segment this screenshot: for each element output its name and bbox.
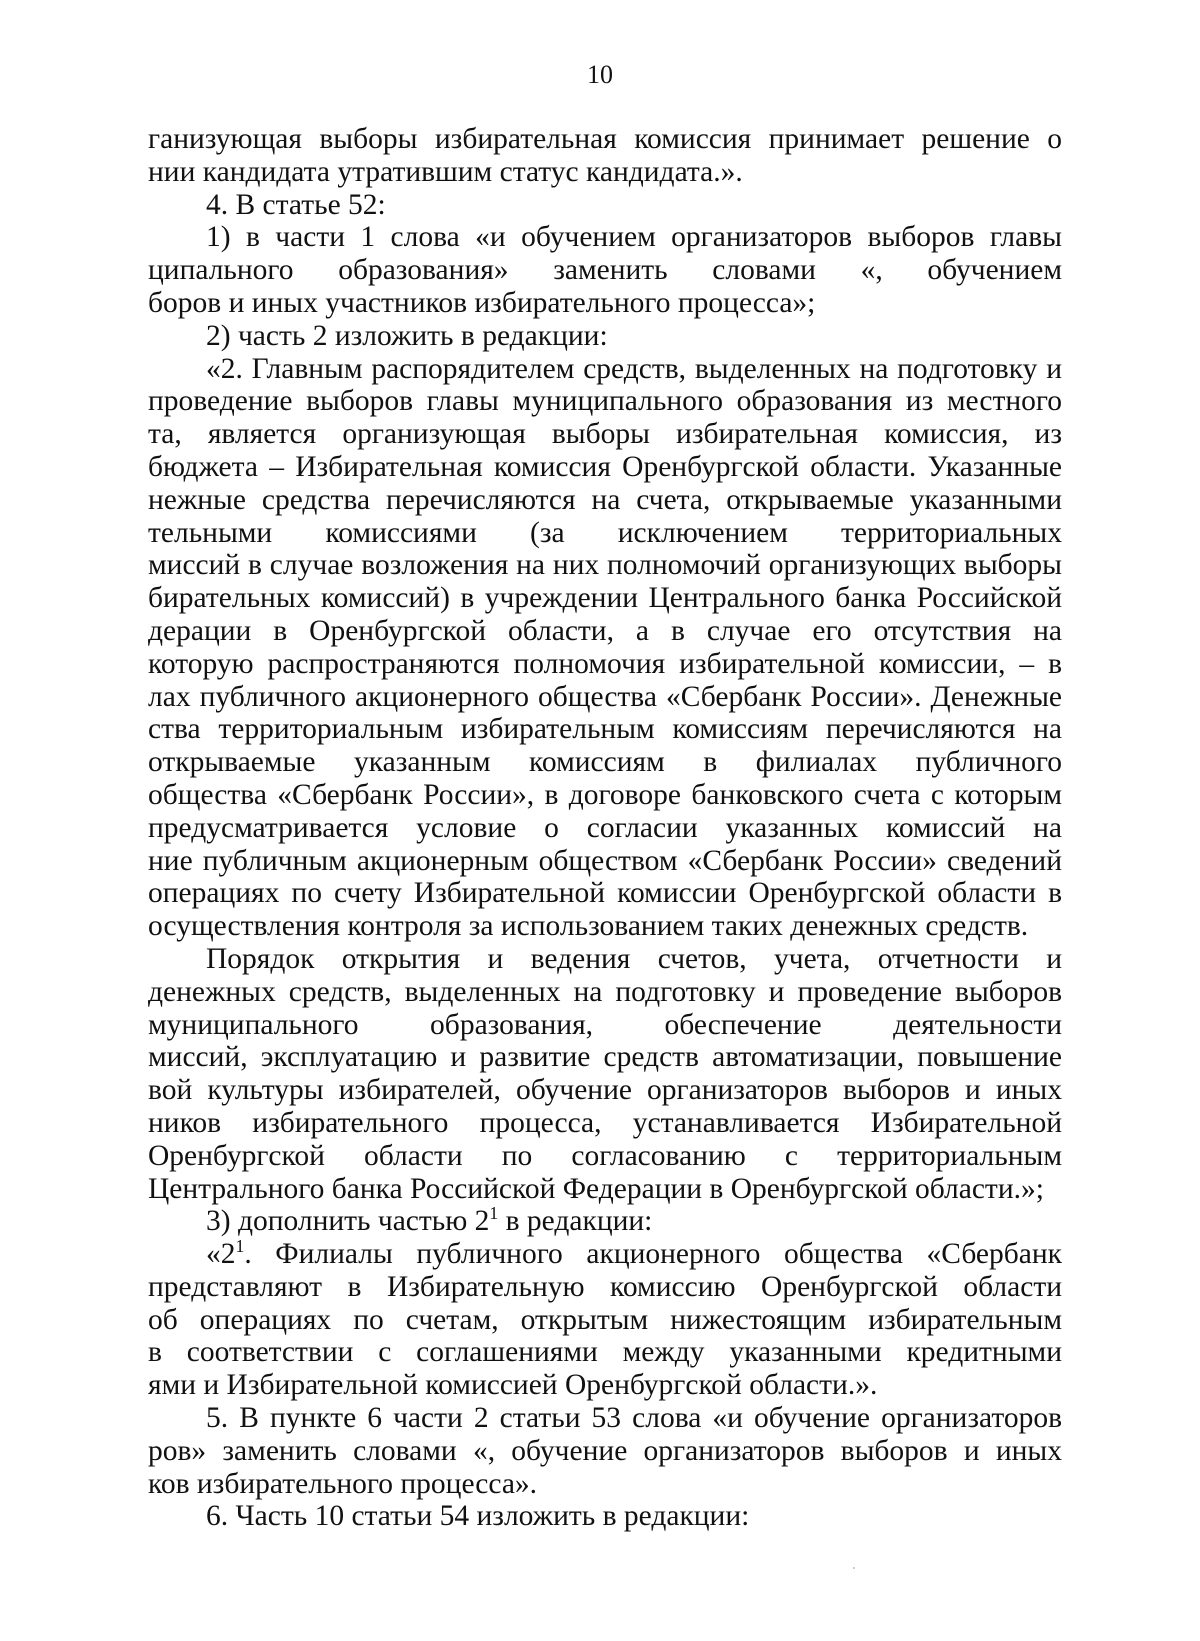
text-line: муниципального образования, обеспечение деятельности bbox=[148, 1008, 1062, 1041]
text-line: Центрального банка Российской Федерации в Оренбургской области.»; bbox=[148, 1172, 1044, 1205]
text-line: ников избирательного процесса, устанавливается Избирательной bbox=[148, 1106, 1062, 1139]
text-line: бирательных комиссий) в учреждении Центрального банка Российской bbox=[148, 582, 1062, 615]
text-line: предусматривается условие о согласии указанных комиссий на bbox=[148, 811, 1062, 844]
text-line: тельными комиссиями (за исключением территориальных bbox=[148, 516, 1062, 549]
text-line: боров и иных участников избирательного процесса»; bbox=[148, 286, 816, 319]
text-line: нежные средства перечисляются на счета, открываемые указанными bbox=[148, 483, 1062, 516]
text-line: 6. Часть 10 статьи 54 изложить в редакции: bbox=[206, 1500, 750, 1533]
text-line: денежных средств, выделенных на подготовку и проведение выборов bbox=[148, 975, 1062, 1008]
text-line: осуществления контроля за использованием таких денежных средств. bbox=[148, 910, 1029, 943]
text-line: об операциях по счетам, открытым нижестоящим избирательным bbox=[148, 1303, 1062, 1336]
text-line: ние публичным акционерным обществом «Сбербанк России» сведений bbox=[148, 844, 1062, 877]
text-line: 4. В статье 52: bbox=[206, 188, 386, 221]
scan-speck bbox=[853, 1567, 855, 1569]
line-text: в редакции: bbox=[498, 1205, 653, 1238]
line-text: . Филиалы публичного акционерного общества «Сбербанк bbox=[244, 1238, 1062, 1271]
text-line: лах публичного акционерного общества «Сбербанк России». Денежные bbox=[148, 680, 1062, 713]
text-line: операциях по счету Избирательной комиссии Оренбургской области в bbox=[148, 877, 1062, 910]
text-line: Оренбургской области по согласованию с территориальным bbox=[148, 1139, 1062, 1172]
text-line bbox=[148, 1238, 1062, 1271]
line-text: «2 bbox=[206, 1238, 236, 1271]
text-line: «2. Главным распорядителем средств, выделенных на подготовку и bbox=[206, 352, 1062, 385]
text-line: ров» заменить словами «, обучение организаторов выборов и иных bbox=[148, 1434, 1062, 1467]
text-line: 5. В пункте 6 части 2 статьи 53 слова «и обучение организаторов bbox=[206, 1402, 1062, 1435]
superscript-index: 1 bbox=[489, 1203, 499, 1224]
text-line: бюджета – Избирательная комиссия Оренбургской области. Указанные bbox=[148, 450, 1062, 483]
line-text: 3) дополнить частью 2 bbox=[206, 1205, 490, 1238]
text-line: нии кандидата утратившим статус кандидата.». bbox=[148, 155, 743, 188]
text-line: та, является организующая выборы избирательная комиссия, из bbox=[148, 418, 1062, 451]
text-line: миссий в случае возложения на них полномочий организующих выборы bbox=[148, 549, 1062, 582]
text-line: Порядок открытия и ведения счетов, учета, отчетности и bbox=[206, 942, 1062, 975]
text-line: представляют в Избирательную комиссию Оренбургской области bbox=[148, 1270, 1062, 1303]
page-number: 10 bbox=[587, 60, 613, 89]
text-line: которую распространяются полномочия избирательной комиссии, – в bbox=[148, 647, 1062, 680]
text-line bbox=[148, 1205, 1062, 1238]
superscript-index: 1 bbox=[235, 1238, 245, 1257]
text-line: 2) часть 2 изложить в редакции: bbox=[206, 319, 608, 352]
text-line: в соответствии с соглашениями между указанными кредитными bbox=[148, 1336, 1062, 1369]
text-line: дерации в Оренбургской области, а в случае его отсутствия на bbox=[148, 614, 1062, 647]
text-line: миссий, эксплуатацию и развитие средств автоматизации, повышение bbox=[148, 1041, 1062, 1074]
text-line: 1) в части 1 слова «и обучением организаторов выборов главы bbox=[206, 221, 1062, 254]
text-line: вой культуры избирателей, обучение организаторов выборов и иных bbox=[148, 1074, 1062, 1107]
text-line: ципального образования» заменить словами «, обучением bbox=[148, 254, 1062, 287]
text-line: ями и Избирательной комиссией Оренбургской области.». bbox=[148, 1369, 878, 1402]
text-line: ганизующая выборы избирательная комиссия принимает решение о bbox=[148, 123, 1062, 155]
text-line: ков избирательного процесса». bbox=[148, 1467, 538, 1500]
text-line: общества «Сбербанк России», в договоре банковского счета с которым bbox=[148, 778, 1062, 811]
text-line: открываемые указанным комиссиям в филиалах публичного bbox=[148, 746, 1062, 779]
text-line: проведение выборов главы муниципального образования из местного bbox=[148, 385, 1062, 418]
text-line: ства территориальным избирательным комиссиям перечисляются на bbox=[148, 713, 1062, 746]
document-body bbox=[148, 123, 1062, 1533]
